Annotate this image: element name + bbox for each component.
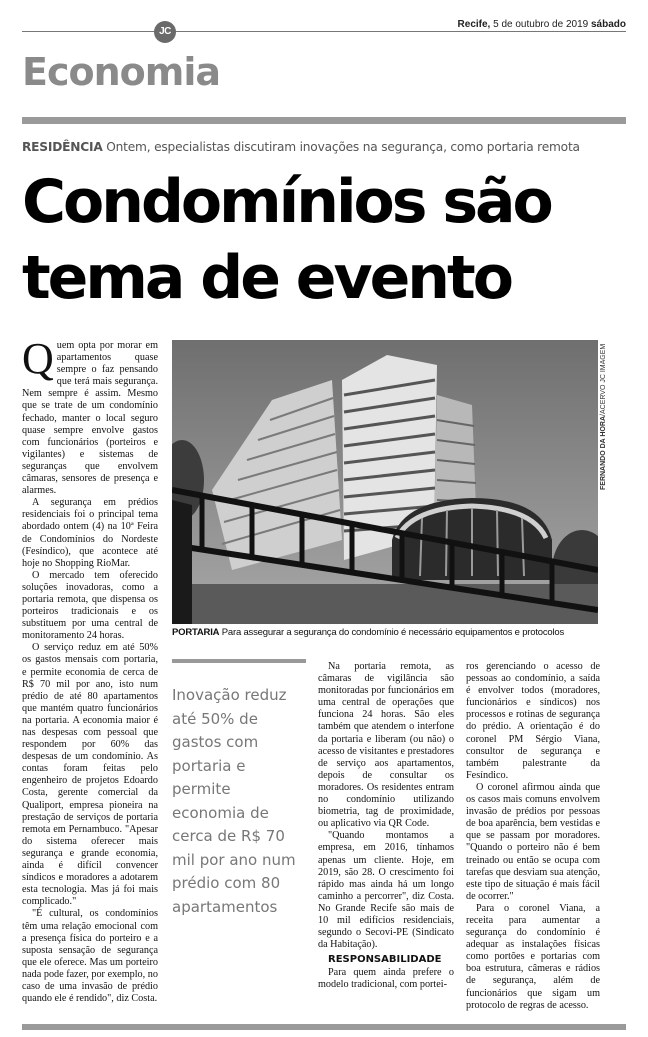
headline	[22, 164, 622, 316]
article-paragraph: O coronel afirmou ainda que os casos mais comuns envolvem invasão de prédios por pessoas de boa aparência, bem vestidas e que se passam por moradores. "Quando o porteiro não é bem treinado ou então se ocupa com tarefas que desviam sua atenção, este tipo de situação é mais fácil de ocorrer."	[466, 781, 600, 902]
photo-caption	[172, 627, 602, 638]
drop-cap: Q	[22, 334, 54, 383]
footer-divider	[22, 1024, 626, 1030]
article-paragraph: A segurança em prédios residenciais foi o principal tema abordado ontem (4) na 10ª Feira de Condomínios do Nordeste (Fesíndico), que acontece até hoje no Shopping RioMar.	[22, 497, 158, 569]
caption-tag: PORTARIA	[172, 627, 220, 638]
section-divider	[22, 117, 626, 124]
article-paragraph: "Quando montamos a empresa, em 2016, tínhamos apenas um cliente. Hoje, em 2019, são 28. O crescimento foi rápido mas ainda há um longo caminho a percorrer", diz Costa. No Grande Recife são mais de 10 mil edifícios residenciais, segundo o Secovi-PE (Sindicato da Habitação).	[318, 830, 454, 951]
kicker	[22, 140, 580, 154]
header-rule	[22, 31, 626, 32]
article-column-2	[318, 661, 454, 992]
subhead: RESPONSABILIDADE	[328, 954, 442, 966]
article-paragraph: "É cultural, os condomínios têm uma relação emocional com a presença física do porteiro e a suposta sensação de segurança que ele oferece. Mas um porteiro nada pode fazer, por exemplo, no caso de uma invasão de prédio quando ele é rendido", diz Costa.	[22, 908, 158, 1005]
condominium-building-image	[172, 340, 598, 624]
dateline	[458, 19, 626, 30]
photo-credit: FERNANDO DA HORA/ACERVO JC IMAGEM	[600, 343, 607, 490]
dateline-city: Recife,	[457, 19, 491, 30]
article-column-1	[22, 334, 158, 1005]
article-paragraph: Quem opta por morar em apartamentos quase sempre o faz pensando que terá mais segurança. Nem sempre é assim. Mesmo que se trate de um condomínio fechado, manter o local seguro quase sempre envolve gastos com funcionários (porteiros e vigilantes) e sistemas de seguranças que envolvem câmaras, sensores de presença e alarmes.	[22, 334, 158, 497]
article-paragraph: Na portaria remota, as câmaras de vigilância são monitoradas por funcionários em uma central de operações que funciona 24 horas. São eles também que atendem o interfone da portaria e liberam (ou não) o acesso de visitantes e prestadores de serviço aos apartamentos, depois de consultar os moradores. Os residentes entram no condomínio utilizando biometria, tag de proximidade, ou aplicativo via QR Code.	[318, 661, 454, 830]
caption-text: Para assegurar a segurança do condomínio é necessário equipamentos e protocolos	[221, 627, 565, 638]
article-paragraph: O serviço reduz em até 50% os gastos mensais com portaria, e permite economia de cerca de R$ 70 mil por ano, isto num prédio de até 80 apartamentos que mantém quatro funcionários na portaria. A economia maior é nas despesas com pessoal que respondem por 60% das despesas de um condomínio. As contas foram feitas pelo engenheiro de projetos Edoardo Costa, gerente comercial da Qualiport, empresa pioneira na prestação de serviços de portaria remota em Pernambuco. "Apesar do sistema oferecer mais segurança e grande economia, ainda é difícil convencer síndicos e moradores a adotarem esta tecnologia. Mas já foi mais complicado."	[22, 642, 158, 908]
article-paragraph: Para quem ainda prefere o modelo tradicional, com portei-	[318, 967, 454, 991]
article-column-3	[466, 661, 600, 1012]
kicker-text: Ontem, especialistas discutiram inovações na segurança, como portaria remota	[106, 140, 580, 154]
headline-line-2: tema de evento	[22, 243, 511, 313]
article-paragraph: Para o coronel Viana, a receita para aumentar a segurança do condomínio é adequar as instalações físicas como portões e portarias com boa estrutura, câmeras e rádios de segurança, além de funcionários que sigam um protocolo de regras de acesso.	[466, 902, 600, 1011]
section-title: Economia	[22, 50, 221, 94]
dateline-date: 5 de outubro de 2019	[493, 19, 589, 30]
dateline-weekday: sábado	[590, 19, 626, 30]
article-paragraph: O mercado tem oferecido soluções inovadoras, como a portaria remota, que dispensa os porteiros tradicionais e os substituem por uma central de monitoramento 24 horas.	[22, 569, 158, 642]
article-paragraph: ros gerenciando o acesso de pessoas ao condomínio, a saída é envolver todos (moradores, funcionários e síndicos) nos processos e rotinas de segurança do prédio. A orientação é do coronel PM Sérgio Viana, consultor de segurança e também palestrante da Fesíndico.	[466, 661, 600, 781]
pullquote: Inovação reduz até 50% de gastos com portaria e permite economia de cerca de R$ 70 mil por ano num prédio com 80 apartamentos	[172, 686, 296, 916]
building-photo	[172, 340, 598, 624]
pullquote-rule	[172, 659, 306, 663]
headline-line-1: Condomínios são	[22, 167, 551, 237]
newspaper-logo: JC	[154, 21, 176, 43]
kicker-tag: RESIDÊNCIA	[22, 140, 103, 154]
